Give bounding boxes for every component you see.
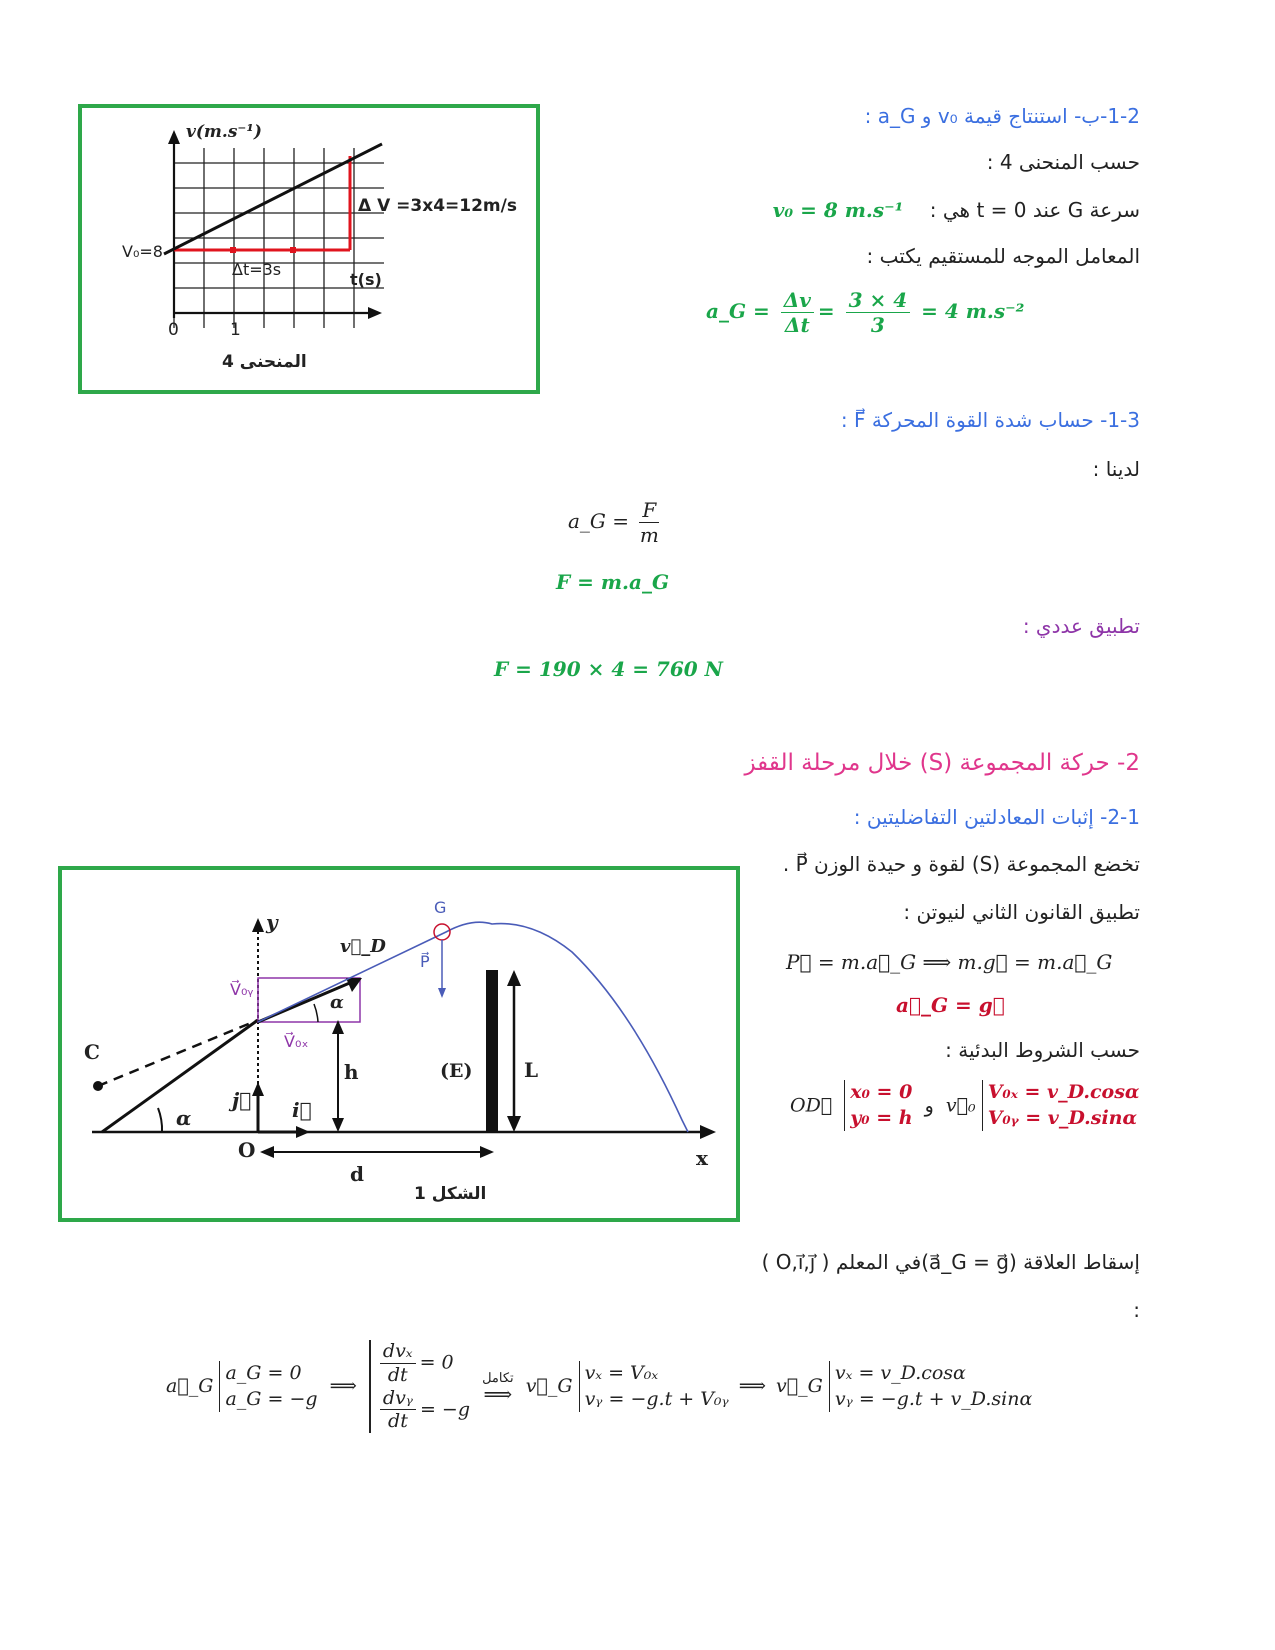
fig-label-x: x xyxy=(696,1146,708,1170)
fig-label-i: i⃗ xyxy=(292,1098,312,1122)
initial-conditions: OD⃗ x₀ = 0 y₀ = h و v⃗₀ V₀ₓ = v_D.cosα V₀ᵧ = v_D.sinα xyxy=(790,1080,1140,1131)
fig-label-O: O xyxy=(238,1138,256,1162)
section-1-2-b-heading: 1-2-ب- استنتاج قيمة v₀ و a_G : xyxy=(864,104,1140,128)
graph-v0-label: V₀=8 xyxy=(122,242,163,261)
fig-label-V0x: V⃗₀ₓ xyxy=(284,1032,309,1051)
fig-label-alpha-2: α xyxy=(330,992,344,1013)
fig-label-C: C xyxy=(84,1040,100,1064)
fig-label-y: y xyxy=(266,910,278,934)
section-1-2-b-line2 xyxy=(773,198,1140,222)
fig-label-P: P⃗ xyxy=(420,952,430,971)
v0-text: سرعة G عند t = 0 هي : xyxy=(929,198,1140,222)
v0-value: v₀ = 8 m.s⁻¹ xyxy=(772,198,904,222)
newton-equation: a_G = $\frac{F}{m}$ xyxy=(568,498,659,547)
graph-y-label: v(m.s⁻¹) xyxy=(186,122,262,142)
section-2-1-line1: تخضع المجموعة (S) لقوة و حيدة الوزن P⃗ . xyxy=(782,852,1140,876)
section-1-3-heading: 1-3- حساب شدة القوة المحركة F⃗ : xyxy=(840,408,1140,432)
fig-label-alpha: α xyxy=(176,1106,192,1130)
acceleration-equals-g: a⃗_G = g⃗ xyxy=(896,993,1005,1017)
section-2-1-line2: تطبيق القانون الثاني لنيوتن : xyxy=(903,900,1140,924)
section-1-2-b-line1: حسب المنحنى 4 : xyxy=(986,150,1140,174)
fig-caption: الشكل 1 xyxy=(414,1184,487,1204)
projection-colon: : xyxy=(1133,1298,1140,1322)
section-2-heading: 2- حركة المجموعة (S) خلال مرحلة القفز xyxy=(744,750,1140,776)
fig-label-L: L xyxy=(524,1058,539,1082)
velocity-graph-frame xyxy=(78,104,540,394)
fig-label-E: (E) xyxy=(440,1060,473,1082)
jump-figure-frame xyxy=(58,866,740,1222)
numeric-application-label: تطبيق عددي : xyxy=(1022,614,1140,638)
graph-tick-1: 1 xyxy=(230,320,241,340)
graph-dv-label: Δ V =3x4=12m/s xyxy=(358,196,517,216)
projection-line: إسقاط العلاقة (a⃗_G = g⃗)في المعلم ( O,i⃗,j⃗ ) xyxy=(761,1250,1140,1274)
force-formula: F = m.a_G xyxy=(556,570,670,594)
section-1-3-line1: لدينا : xyxy=(1092,457,1140,481)
fig-label-vD: v⃗_D xyxy=(340,936,386,957)
fig-label-h: h xyxy=(344,1060,359,1084)
differential-derivation: a⃗_G a_G = 0 a_G = −g ⟹ $\frac{\text{dvₓ}}{dt}$ = 0 $\frac{\text{dvᵧ}}{dt}$ = −g تكامل ⟹ v⃗_G vₓ = V₀ₓ vᵧ = −g.t + V₀ᵧ ⟹ v⃗_G vₓ = v_D.cosα vᵧ = −g.t + v_D.sinα xyxy=(166,1340,1033,1433)
newton-second-law: P⃗ = m.a⃗_G ⟹ m.g⃗ = m.a⃗_G xyxy=(786,950,1113,974)
section-2-1-line3: حسب الشروط البدئية : xyxy=(945,1038,1140,1062)
fig-label-V0y: V⃗₀ᵧ xyxy=(230,980,254,999)
graph-dt-label: Δt=3s xyxy=(232,260,282,279)
fig-label-G: G xyxy=(434,898,447,917)
section-2-1-heading: 2-1- إثبات المعادلتين التفاضليتين : xyxy=(853,805,1140,829)
fig-label-j: j⃗ xyxy=(232,1088,252,1112)
graph-t-label: t(s) xyxy=(350,270,382,289)
slope-equation: a_G = $\frac{\Delta v}{\Delta t}$ = $\frac{3 \times 4}{3}$ = 4 m.s⁻² xyxy=(706,288,1025,337)
force-result: F = 190 × 4 = 760 N xyxy=(494,657,723,681)
section-1-2-b-line3: المعامل الموجه للمستقيم يكتب : xyxy=(866,244,1140,268)
fig-label-d: d xyxy=(350,1162,364,1186)
graph-tick-0: 0 xyxy=(168,320,179,340)
graph-caption: المنحنى 4 xyxy=(222,352,307,372)
jump-figure xyxy=(62,870,736,1218)
